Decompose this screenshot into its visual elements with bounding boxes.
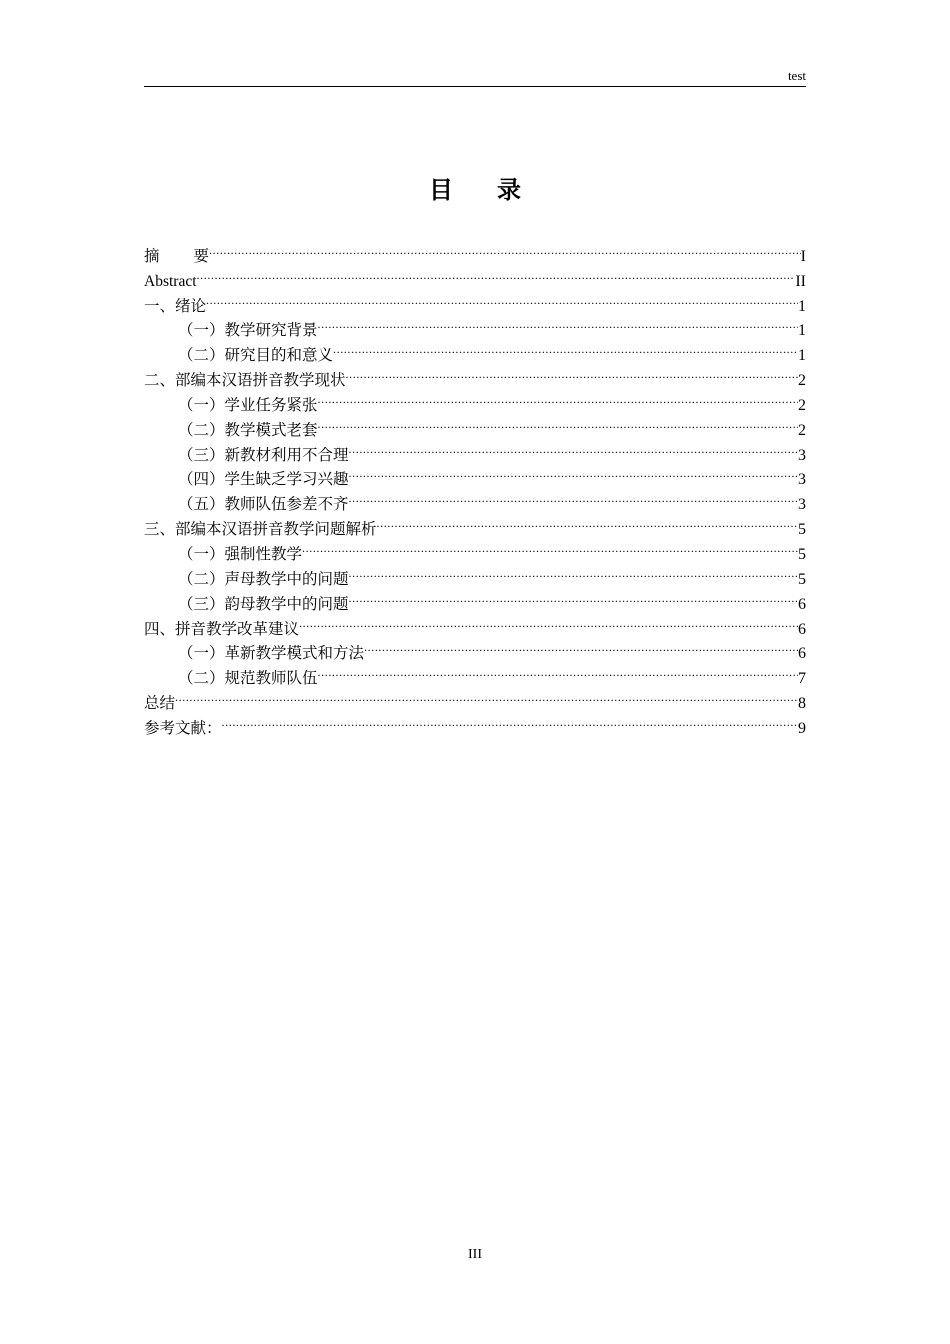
toc-entry-label: 总结 [144, 694, 176, 713]
toc-entry-page: 1 [798, 322, 806, 340]
toc-leader-dots [318, 658, 798, 683]
toc-leader-dots [349, 435, 798, 460]
toc-entry-page: 2 [798, 396, 806, 414]
toc-entry-page: 2 [798, 421, 806, 439]
toc-leader-dots [197, 261, 796, 286]
toc-leader-dots [333, 335, 798, 360]
toc-entry-label: （二）声母教学中的问题 [178, 569, 349, 588]
toc-leader-dots [346, 360, 798, 385]
toc-entry-label: （二）教学模式老套 [178, 420, 318, 439]
toc-entry-page: 2 [798, 372, 806, 390]
toc-entry-page: 3 [798, 446, 806, 464]
toc-leader-dots [206, 286, 798, 311]
toc-leader-dots [349, 484, 798, 509]
toc-leader-dots [377, 509, 798, 534]
toc-entry[interactable] [144, 311, 806, 340]
toc-entry-label: （三）新教材利用不合理 [178, 445, 349, 464]
toc-entry-label: 三、部编本汉语拼音教学问题解析 [144, 520, 377, 539]
toc-entry-label: 一、绪论 [144, 296, 207, 315]
toc-entry-page: 9 [798, 719, 806, 737]
toc-leader-dots [302, 534, 798, 559]
toc-entry-page: 7 [798, 670, 806, 688]
toc-leader-dots [349, 460, 798, 485]
toc-entry-label: （二）研究目的和意义 [178, 346, 334, 365]
toc-entry-label: （四）学生缺乏学习兴趣 [178, 470, 349, 489]
toc-entry-page: 6 [798, 595, 806, 613]
toc-entry-page: 8 [798, 695, 806, 713]
toc-entry-label: （一）强制性教学 [178, 544, 303, 563]
toc-entry[interactable] [144, 236, 806, 265]
toc-entry-label: （五）教师队伍参差不齐 [178, 495, 349, 514]
toc-entry-label: 二、部编本汉语拼音教学现状 [144, 371, 346, 390]
page-header: test [144, 66, 806, 87]
toc-entry-page: II [795, 272, 806, 290]
toc-leader-dots [349, 559, 798, 584]
toc-entry-label: （一）革新教学模式和方法 [178, 644, 365, 663]
toc-entry-label: 参考文献： [144, 718, 222, 737]
toc-leader-dots [209, 236, 801, 261]
toc-entry-page: 5 [798, 545, 806, 563]
toc-entry-page: 6 [798, 620, 806, 638]
toc-entry[interactable] [144, 708, 806, 737]
toc-leader-dots [318, 410, 798, 435]
toc-entry-page: 3 [798, 471, 806, 489]
toc-title: 目录 [429, 175, 565, 204]
toc-leader-dots [222, 708, 798, 733]
page-number: III [468, 1247, 482, 1262]
toc-entry-page: I [800, 247, 806, 265]
table-of-contents [144, 236, 806, 737]
toc-entry-label: （一）学业任务紧张 [178, 395, 318, 414]
toc-entry-page: 6 [798, 645, 806, 663]
toc-entry[interactable] [144, 261, 806, 290]
toc-leader-dots [364, 634, 798, 659]
toc-entry[interactable] [144, 286, 806, 315]
toc-entry-page: 1 [798, 347, 806, 365]
toc-entry-label: （一）教学研究背景 [178, 321, 318, 340]
toc-leader-dots [318, 385, 798, 410]
toc-entry-label: （二）规范教师队伍 [178, 669, 318, 688]
toc-entry-label: Abstract [144, 272, 197, 290]
toc-entry[interactable] [144, 683, 806, 713]
toc-entry-label: 四、拼音教学改革建议 [144, 619, 300, 638]
toc-entry-label: 摘要 [144, 246, 244, 265]
toc-entry-page: 3 [798, 496, 806, 514]
toc-leader-dots [299, 609, 798, 634]
toc-leader-dots [349, 584, 798, 609]
toc-leader-dots [318, 311, 798, 336]
toc-entry-page: 5 [798, 521, 806, 539]
toc-entry-page: 1 [798, 297, 806, 315]
toc-entry-page: 5 [798, 570, 806, 588]
toc-leader-dots [175, 683, 798, 708]
toc-entry-label: （三）韵母教学中的问题 [178, 594, 349, 613]
